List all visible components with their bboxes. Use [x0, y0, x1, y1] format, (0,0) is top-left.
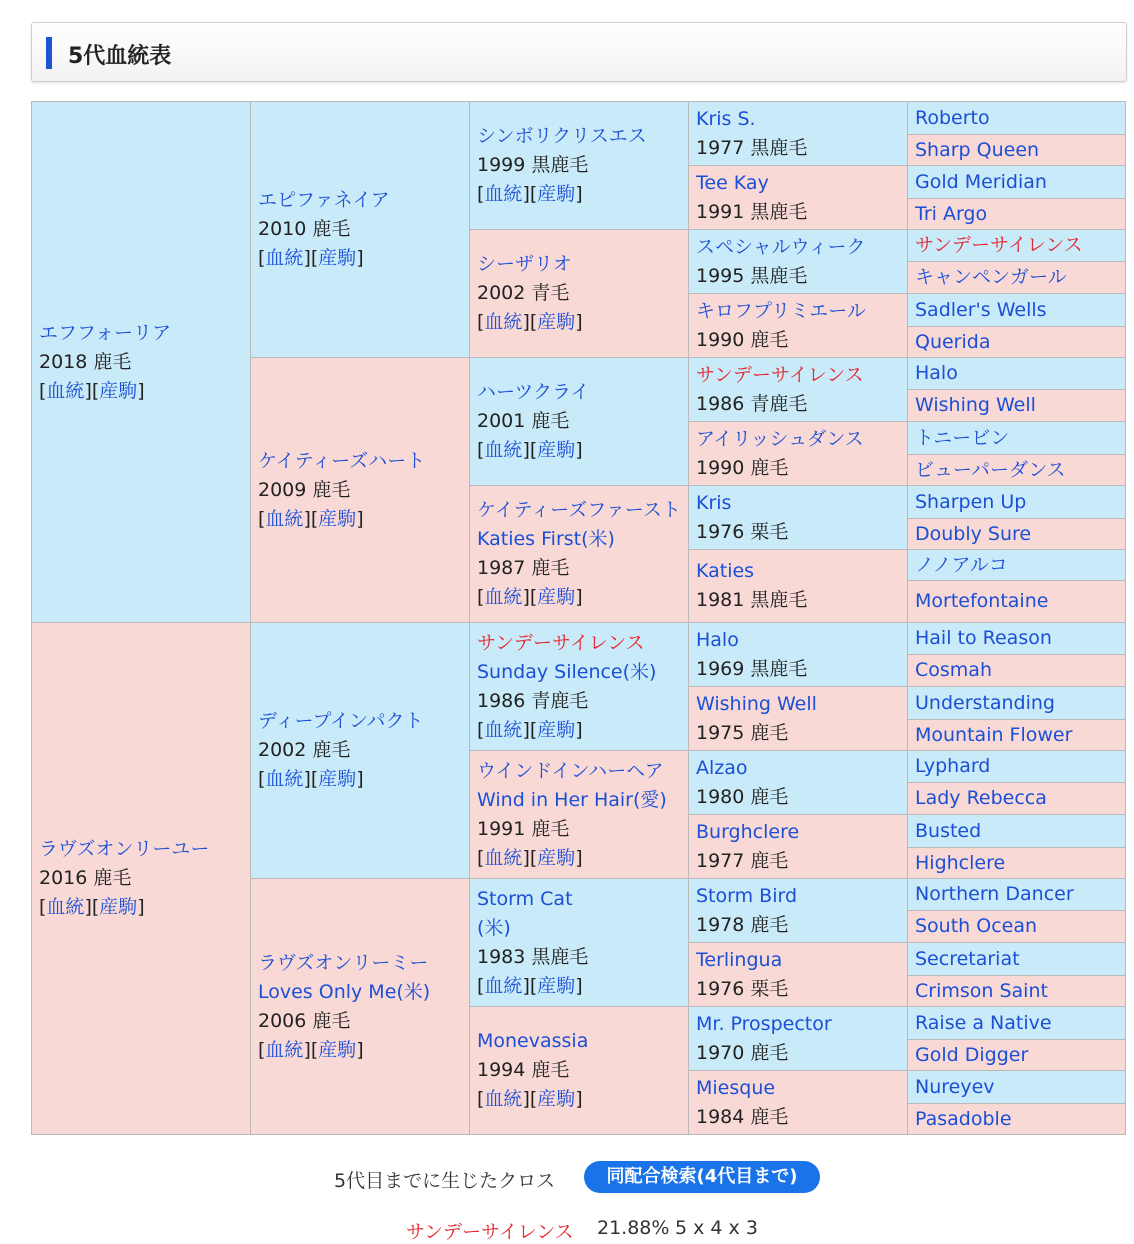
horse-name-link[interactable]: サンデーサイレンス [915, 234, 1083, 256]
horse-gen5-dam [908, 262, 1126, 294]
horse-name-link[interactable]: Mortefontaine [915, 590, 1049, 612]
horse-foreign-name-link[interactable]: (米) [477, 916, 511, 939]
pedigree-links: [血統][産駒] [258, 247, 364, 269]
cross-generations: 5 x 4 x 3 [675, 1217, 758, 1239]
horse-name-link[interactable]: ノノアルコ [915, 553, 1008, 576]
pedigree-link[interactable]: 血統 [484, 586, 523, 608]
horse-name-link[interactable]: Alzao [696, 756, 748, 779]
horse-gen2-dam [251, 358, 470, 623]
pedigree-link[interactable]: 血統 [265, 507, 304, 530]
offspring-link[interactable]: 産駒 [537, 183, 576, 205]
pedigree-links: [血統][産駒] [477, 974, 583, 997]
horse-name-link[interactable]: Highclere [915, 851, 1006, 874]
horse-name-link[interactable]: Sharp Queen [915, 138, 1040, 161]
horse-name-link[interactable]: Mountain Flower [915, 723, 1073, 746]
horse-name-link[interactable]: Monevassia [477, 1030, 589, 1052]
pedigree-links: [血統][産駒] [39, 896, 145, 918]
offspring-link[interactable]: 産駒 [537, 718, 576, 741]
page-title: 5代血統表 [68, 44, 172, 69]
horse-gen1-dam [32, 623, 251, 1135]
pedigree-links: [血統][産駒] [477, 846, 583, 869]
birth-year-coat: 1991 鹿毛 [477, 817, 570, 840]
horse-name-link[interactable]: ラヴズオンリーユー [39, 838, 210, 860]
horse-name-link[interactable]: Miesque [696, 1076, 776, 1099]
horse-gen3-dam [470, 230, 689, 358]
birth-year-coat: 1983 黒鹿毛 [477, 945, 589, 968]
horse-name-link[interactable]: Lady Rebecca [915, 787, 1047, 809]
horse-gen5-dam [908, 390, 1126, 422]
pedigree-links: [血統][産駒] [258, 768, 364, 790]
birth-year-coat: 1975 鹿毛 [696, 721, 789, 744]
horse-gen2-sire [251, 102, 470, 358]
horse-gen5-sire [908, 751, 1126, 783]
offspring-link[interactable]: 産駒 [537, 846, 576, 869]
horse-foreign-name-link[interactable]: Wind in Her Hair(愛) [477, 788, 667, 811]
horse-gen3-sire [470, 623, 689, 751]
horse-name-link[interactable]: Understanding [915, 691, 1055, 714]
horse-name-link[interactable]: Pasadoble [915, 1107, 1012, 1130]
birth-year-coat: 1987 鹿毛 [477, 557, 570, 579]
birth-year-coat: 2018 鹿毛 [39, 350, 132, 373]
horse-name-link[interactable]: ラヴズオンリーミー [258, 951, 429, 974]
horse-gen4-sire [689, 102, 908, 166]
pedigree-link[interactable]: 血統 [484, 718, 523, 741]
pedigree-row [32, 102, 1126, 135]
pedigree-links: [血統][産駒] [477, 586, 583, 608]
horse-name-link[interactable]: Halo [696, 628, 739, 651]
horse-name-link[interactable]: Secretariat [915, 947, 1020, 970]
pedigree-link[interactable]: 血統 [484, 1088, 523, 1110]
pedigree-links: [血統][産駒] [477, 183, 583, 205]
birth-year-coat: 1995 黒鹿毛 [696, 264, 808, 287]
offspring-link[interactable]: 産駒 [99, 379, 138, 402]
horse-name-link[interactable]: エピファネイア [258, 189, 390, 211]
horse-gen4-sire [689, 1007, 908, 1071]
horse-gen5-dam [908, 911, 1126, 943]
horse-name-link[interactable]: Halo [915, 362, 958, 384]
horse-name-link[interactable]: ディープインパクト [258, 710, 424, 732]
horse-name-link[interactable]: Kris S. [696, 107, 756, 130]
horse-gen3-sire [470, 879, 689, 1007]
pedigree-link[interactable]: 血統 [484, 846, 523, 869]
horse-gen5-dam [908, 581, 1126, 623]
horse-gen5-sire [908, 230, 1126, 262]
birth-year-coat: 1986 青鹿毛 [477, 689, 589, 712]
horse-gen3-dam [470, 751, 689, 879]
horse-name-link[interactable]: Katies [696, 560, 755, 582]
horse-gen2-sire [251, 623, 470, 879]
birth-year-coat: 2002 青毛 [477, 282, 570, 304]
horse-gen5-sire [908, 422, 1126, 455]
pedigree-row [32, 623, 1126, 655]
header-accent-bar [46, 37, 52, 69]
horse-gen5-sire [908, 166, 1126, 199]
horse-gen5-dam [908, 199, 1126, 230]
birth-year-coat: 1999 黒鹿毛 [477, 154, 589, 176]
horse-name-link[interactable]: Gold Digger [915, 1043, 1029, 1066]
horse-gen3-dam [470, 486, 689, 623]
offspring-link[interactable]: 産駒 [318, 1038, 357, 1061]
offspring-link[interactable]: 産駒 [318, 507, 357, 530]
horse-name-link[interactable]: Busted [915, 819, 982, 842]
horse-gen5-dam [908, 848, 1126, 879]
horse-gen3-sire [470, 358, 689, 486]
horse-name-link[interactable]: ケイティーズハート [258, 449, 426, 472]
horse-gen4-sire [689, 751, 908, 815]
birth-year-coat: 2010 鹿毛 [258, 218, 351, 240]
birth-year-coat: 1994 鹿毛 [477, 1059, 570, 1081]
horse-name-link[interactable]: Raise a Native [915, 1011, 1052, 1034]
horse-gen5-dam [908, 455, 1126, 486]
horse-gen5-sire [908, 294, 1126, 327]
horse-name-link[interactable]: Crimson Saint [915, 979, 1048, 1002]
horse-gen4-dam [689, 550, 908, 623]
cross-horse-link[interactable]: サンデーサイレンス [406, 1221, 574, 1243]
horse-foreign-name-link[interactable]: Loves Only Me(米) [258, 980, 431, 1003]
birth-year-coat: 1990 鹿毛 [696, 456, 789, 479]
horse-gen4-dam [689, 687, 908, 751]
pedigree-link[interactable]: 血統 [484, 183, 523, 205]
pedigree-link[interactable]: 血統 [265, 247, 304, 269]
horse-gen4-sire [689, 623, 908, 687]
offspring-link[interactable]: 産駒 [537, 586, 576, 608]
horse-name-link[interactable]: Doubly Sure [915, 522, 1032, 545]
horse-name-link[interactable]: Sharpen Up [915, 490, 1027, 513]
horse-gen4-dam [689, 943, 908, 1007]
horse-name-link[interactable]: キロフプリミエール [696, 299, 866, 322]
horse-name-link[interactable]: Kris [696, 491, 732, 514]
horse-name-link[interactable]: Terlingua [696, 948, 783, 971]
horse-gen5-sire [908, 815, 1126, 848]
horse-name-link[interactable]: Wishing Well [696, 692, 817, 715]
horse-gen5-dam [908, 720, 1126, 751]
horse-gen1-sire [32, 102, 251, 623]
horse-name-link[interactable]: Mr. Prospector [696, 1012, 832, 1035]
horse-name-link[interactable]: Northern Dancer [915, 883, 1074, 905]
birth-year-coat: 2002 鹿毛 [258, 739, 351, 761]
birth-year-coat: 1980 鹿毛 [696, 785, 789, 808]
horse-name-link[interactable]: ハーツクライ [477, 381, 590, 403]
offspring-link[interactable]: 産駒 [318, 768, 357, 790]
horse-name-link[interactable]: スペシャルウィーク [696, 235, 866, 258]
horse-name-link[interactable]: South Ocean [915, 915, 1038, 937]
horse-name-link[interactable]: Storm Bird [696, 884, 798, 907]
horse-name-link[interactable]: Burghclere [696, 820, 800, 843]
pedigree-link[interactable]: 血統 [46, 379, 85, 402]
birth-year-coat: 1970 鹿毛 [696, 1041, 789, 1064]
horse-gen5-sire [908, 943, 1126, 976]
horse-gen4-sire [689, 358, 908, 422]
offspring-link[interactable]: 産駒 [99, 896, 138, 918]
horse-name-link[interactable]: ケイティーズファースト [477, 499, 681, 521]
horse-gen5-dam [908, 1040, 1126, 1071]
horse-name-link[interactable]: Tri Argo [915, 202, 988, 225]
birth-year-coat: 2006 鹿毛 [258, 1009, 351, 1032]
offspring-link[interactable]: 産駒 [537, 1088, 576, 1110]
horse-gen5-sire [908, 879, 1126, 911]
birth-year-coat: 1977 鹿毛 [696, 849, 789, 872]
horse-name-link[interactable]: Tee Kay [696, 171, 769, 194]
birth-year-coat: 1976 栗毛 [696, 977, 789, 1000]
horse-foreign-name-link[interactable]: Katies First(米) [477, 528, 615, 550]
birth-year-coat: 2009 鹿毛 [258, 478, 351, 501]
pedigree-links: [血統][産駒] [477, 1088, 583, 1110]
pedigree-links: [血統][産駒] [477, 311, 583, 333]
horse-gen5-dam [908, 1104, 1126, 1135]
horse-foreign-name-link[interactable]: Sunday Silence(米) [477, 660, 657, 683]
cross-search-row [0, 1161, 1134, 1195]
offspring-link[interactable]: 産駒 [537, 439, 576, 461]
horse-gen5-sire [908, 687, 1126, 720]
birth-year-coat: 1981 黒鹿毛 [696, 589, 808, 611]
horse-name-link[interactable]: Wishing Well [915, 394, 1036, 416]
horse-gen2-dam [251, 879, 470, 1135]
horse-name-link[interactable]: Hail to Reason [915, 627, 1052, 649]
horse-gen3-sire [470, 102, 689, 230]
horse-gen4-sire [689, 486, 908, 550]
horse-gen5-sire [908, 1007, 1126, 1040]
horse-gen5-dam [908, 135, 1126, 166]
horse-gen4-dam [689, 166, 908, 230]
birth-year-coat: 1978 鹿毛 [696, 913, 789, 936]
birth-year-coat: 2016 鹿毛 [39, 867, 132, 889]
pedigree-link[interactable]: 血統 [484, 439, 523, 461]
birth-year-coat: 1986 青鹿毛 [696, 392, 808, 415]
horse-gen4-sire [689, 230, 908, 294]
section-header [31, 22, 1127, 82]
birth-year-coat: 1990 鹿毛 [696, 328, 789, 351]
horse-name-link[interactable]: Sadler's Wells [915, 298, 1047, 321]
horse-name-link[interactable]: シーザリオ [477, 253, 572, 275]
offspring-link[interactable]: 産駒 [537, 311, 576, 333]
horse-gen4-sire [689, 879, 908, 943]
horse-gen4-dam [689, 815, 908, 879]
pedigree-link[interactable]: 血統 [484, 974, 523, 997]
pedigree-links: [血統][産駒] [477, 439, 583, 461]
pedigree-table [31, 101, 1126, 1135]
cross-percentage: 21.88% [597, 1217, 670, 1239]
horse-name-link[interactable]: Cosmah [915, 659, 992, 681]
horse-gen4-dam [689, 1071, 908, 1135]
cross-result-row [0, 1217, 1134, 1243]
pedigree-link[interactable]: 血統 [265, 768, 304, 790]
horse-gen5-sire [908, 102, 1126, 135]
horse-name-link[interactable]: Nureyev [915, 1075, 995, 1098]
birth-year-coat: 1976 栗毛 [696, 520, 789, 543]
horse-gen5-sire [908, 486, 1126, 519]
cross-label: 5代目までに生じたクロス [334, 1170, 556, 1192]
birth-year-coat: 1969 黒鹿毛 [696, 657, 808, 680]
pedigree-links: [血統][産駒] [258, 507, 364, 530]
horse-name-link[interactable]: Storm Cat [477, 887, 573, 910]
horse-name-link[interactable]: トニービン [915, 426, 1010, 449]
horse-gen5-sire [908, 623, 1126, 655]
horse-name-link[interactable]: Querida [915, 330, 991, 353]
same-mating-search-button[interactable]: 同配合検索(4代目まで) [584, 1161, 820, 1193]
horse-name-link[interactable]: キャンペンガール [915, 266, 1067, 288]
pedigree-link[interactable]: 血統 [46, 896, 85, 918]
horse-gen5-sire [908, 1071, 1126, 1104]
horse-name-link[interactable]: ウインドインハーヘア [477, 759, 664, 782]
horse-gen5-sire [908, 550, 1126, 581]
horse-name-link[interactable]: エフフォーリア [39, 321, 172, 344]
pedigree-links: [血統][産駒] [39, 379, 145, 402]
horse-name-link[interactable]: シンボリクリスエス [477, 125, 647, 147]
pedigree-links: [血統][産駒] [258, 1038, 364, 1061]
birth-year-coat: 1977 黒鹿毛 [696, 136, 808, 159]
pedigree-link[interactable]: 血統 [265, 1038, 304, 1061]
horse-name-link[interactable]: サンデーサイレンス [696, 363, 864, 386]
horse-name-link[interactable]: サンデーサイレンス [477, 631, 645, 654]
horse-gen5-dam [908, 327, 1126, 358]
horse-name-link[interactable]: アイリッシュダンス [696, 427, 864, 450]
horse-gen5-sire [908, 358, 1126, 390]
horse-gen4-dam [689, 422, 908, 486]
horse-name-link[interactable]: Gold Meridian [915, 170, 1047, 193]
horse-name-link[interactable]: Lyphard [915, 755, 991, 777]
offspring-link[interactable]: 産駒 [537, 974, 576, 997]
pedigree-links: [血統][産駒] [477, 718, 583, 741]
horse-gen5-dam [908, 519, 1126, 550]
birth-year-coat: 1984 鹿毛 [696, 1105, 789, 1128]
birth-year-coat: 1991 黒鹿毛 [696, 200, 808, 223]
pedigree-link[interactable]: 血統 [484, 311, 523, 333]
birth-year-coat: 2001 鹿毛 [477, 410, 570, 432]
horse-gen4-dam [689, 294, 908, 358]
horse-gen5-dam [908, 976, 1126, 1007]
horse-gen5-dam [908, 655, 1126, 687]
horse-gen3-dam [470, 1007, 689, 1135]
offspring-link[interactable]: 産駒 [318, 247, 357, 269]
horse-name-link[interactable]: ビューパーダンス [915, 458, 1066, 481]
horse-name-link[interactable]: Roberto [915, 106, 990, 129]
horse-gen5-dam [908, 783, 1126, 815]
